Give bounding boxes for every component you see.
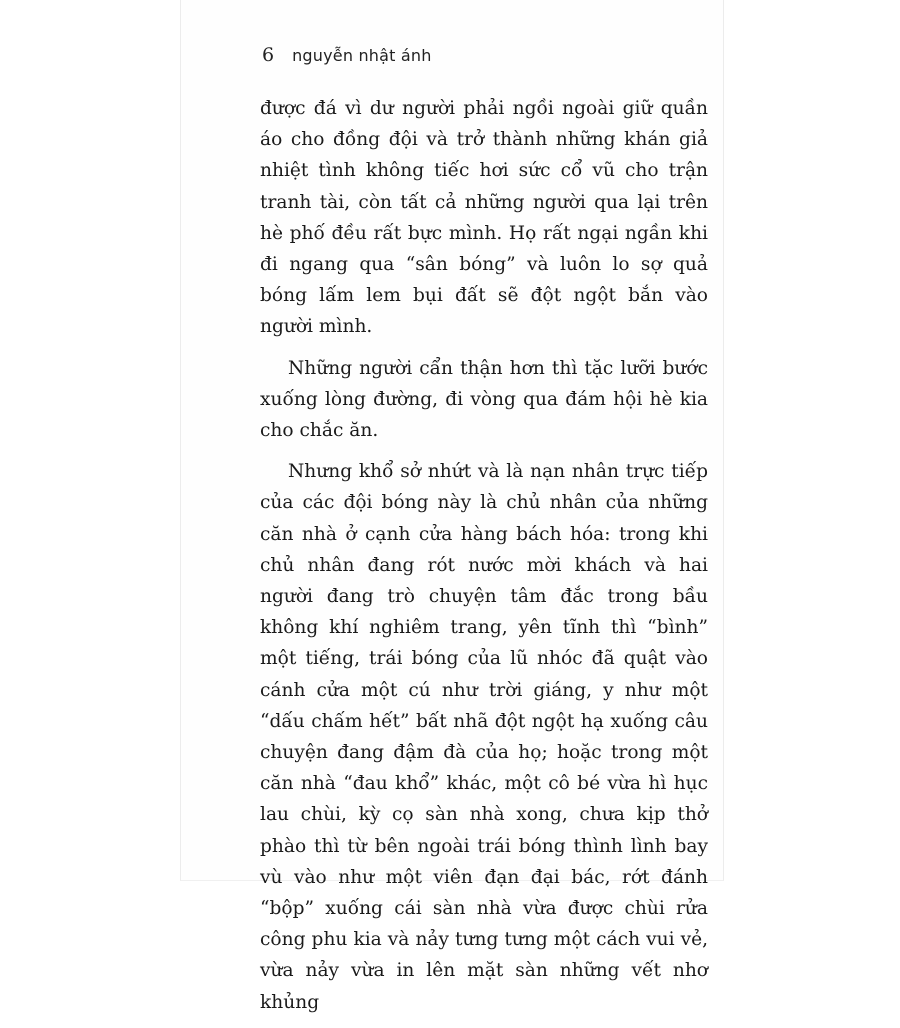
running-head xyxy=(262,40,432,70)
body-text xyxy=(260,93,708,1028)
paragraph-2: Những người cẩn thận hơn thì tặc lưỡi bước xuống lòng đường, đi vòng qua đám hội hè kia cho chắc ăn. xyxy=(260,357,708,442)
paragraph-1: được đá vì dư người phải ngồi ngoài giữ quần áo cho đồng đội và trở thành những khán giả nhiệt tình không tiếc hơi sức cổ vũ cho trận tranh tài, còn tất cả những người qua lại trên hè phố đều rất bực mình. Họ rất ngại ngần khi đi ngang qua “sân bóng” và luôn lo sợ quả bóng lấm lem bụi đất sẽ đột ngột bắn vào người mình. xyxy=(260,98,708,338)
page-number: 6 xyxy=(262,44,275,66)
author-name: nguyễn nhật ánh xyxy=(292,45,432,65)
paragraph-3: Nhưng khổ sở nhứt và là nạn nhân trực tiếp của các đội bóng này là chủ nhân của những căn nhà ở cạnh cửa hàng bách hóa: trong khi chủ nhân đang rót nước mời khách và hai người đang trò chuyện tâm đắc trong bầu không khí nghiêm trang, yên tĩnh thì “bình” một tiếng, trái bóng của lũ nhóc đã quật vào cánh cửa một cú như trời giáng, y như một “dấu chấm hết” bất nhã đột ngột hạ xuống câu chuyện đang đậm đà của họ; hoặc trong một căn nhà “đau khổ” khác, một cô bé vừa hì hục lau chùi, kỳ cọ sàn nhà xong, chưa kịp thở phào thì từ bên ngoài trái bóng thình lình bay vù vào như một viên đạn đại bác, rớt đánh “bộp” xuống cái sàn nhà vừa được chùi rửa công phu kia và nảy tưng tưng một cách vui vẻ, vừa nảy vừa in lên mặt sàn những vết nhơ khủng xyxy=(260,461,708,1013)
